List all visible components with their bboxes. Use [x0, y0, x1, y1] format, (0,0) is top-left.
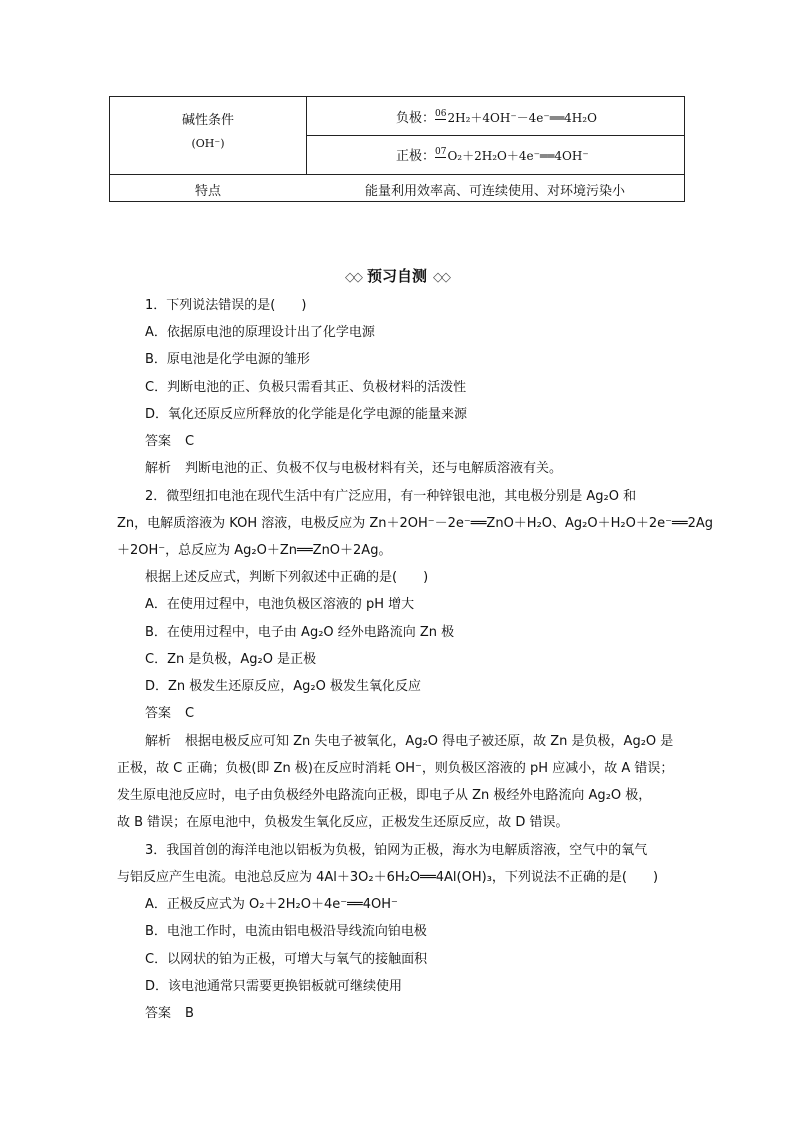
- q1-answer: [145, 434, 194, 450]
- q3-option-a: A．正极反应式为 O₂＋2H₂O＋4e⁻══4OH⁻: [145, 897, 398, 912]
- q2-analysis-line: 正极，故 C 正确；负极(即 Zn 极)在反应时消耗 OH⁻，则负极区溶液的 pH 应减小，故 A 错误；: [117, 761, 674, 776]
- q2-stem-line: Zn，电解质溶液为 KOH 溶液，电极反应为 Zn＋2OH⁻－2e⁻══ZnO＋H₂O、Ag₂O＋H₂O＋2e⁻══2Ag: [117, 516, 714, 531]
- q2-analysis-line: 发生原电池反应时，电子由负极经外电路流向正极，即电子从 Zn 极经外电路流向 Ag₂O 极，: [117, 788, 652, 803]
- q3-option-b: B．电池工作时，电流由铝电极沿导线流向铂电极: [145, 924, 427, 939]
- electrode-table: [109, 96, 685, 202]
- q2-option-c: C．Zn 是负极，Ag₂O 是正极: [145, 652, 317, 667]
- answer-value: C: [185, 434, 195, 449]
- q1-option-b: B．原电池是化学电源的雏形: [145, 352, 310, 367]
- q3-answer: [145, 1006, 194, 1022]
- section-heading: [0, 265, 794, 286]
- q2-analysis-line: 故 B 错误；在原电池中，负极发生氧化反应，正极发生还原反应，故 D 错误。: [117, 815, 569, 830]
- q2-option-a: A．在使用过程中，电池负极区溶液的 pH 增大: [145, 597, 415, 612]
- q3-option-c: C．以网状的铂为正极，可增大与氧气的接触面积: [145, 952, 428, 967]
- q2-stem-line: 2．微型纽扣电池在现代生活中有广泛应用，有一种锌银电池，其电极分别是 Ag₂O 和: [145, 489, 637, 504]
- condition-label: 碱性条件: [181, 113, 234, 128]
- answer-key: 答案: [145, 1006, 172, 1021]
- analysis-key: 解析: [145, 734, 172, 749]
- negative-label: 负极：: [396, 111, 436, 126]
- q2-option-d: D．Zn 极发生还原反应，Ag₂O 极发生氧化反应: [145, 679, 422, 694]
- condition-ion: (OH⁻): [191, 137, 225, 150]
- answer-value: B: [185, 1006, 194, 1021]
- q2-analysis: [145, 734, 673, 750]
- q2-stem-line: ＋2OH⁻，总反应为 Ag₂O＋Zn══ZnO＋2Ag。: [117, 543, 392, 558]
- positive-electrode-row: [396, 145, 589, 164]
- section-title: 预习自测: [366, 267, 427, 285]
- answer-key: 答案: [145, 434, 172, 449]
- q2-prompt: 根据上述反应式，判断下列叙述中正确的是( ): [145, 570, 429, 585]
- feature-label: 特点: [194, 184, 221, 199]
- q3-option-d: D．该电池通常只需要更换铝板就可继续使用: [145, 979, 403, 994]
- analysis-key: 解析: [145, 461, 172, 476]
- blank-mark-07: 07: [435, 147, 447, 157]
- blank-mark-06: 06: [435, 109, 447, 119]
- q1-option-c: C．判断电池的正、负极只需看其正、负极材料的活泼性: [145, 380, 467, 395]
- negative-equation: 2H₂＋4OH⁻－4e⁻══4H₂O: [447, 111, 597, 125]
- positive-equation: O₂＋2H₂O＋4e⁻══4OH⁻: [447, 149, 589, 163]
- analysis-text: 判断电池的正、负极不仅与电极材料有关，还与电解质溶液有关。: [185, 461, 563, 476]
- answer-value: C: [185, 706, 195, 721]
- q1-option-d: D．氧化还原反应所释放的化学能是化学电源的能量来源: [145, 407, 468, 422]
- q2-option-b: B．在使用过程中，电子由 Ag₂O 经外电路流向 Zn 极: [145, 625, 455, 640]
- q1-option-a: A．依据原电池的原理设计出了化学电源: [145, 325, 375, 340]
- q3-stem-line: 与铝反应产生电流。电池总反应为 4Al＋3O₂＋6H₂O══4Al(OH)₃，下列说法不正确的是( ): [117, 870, 659, 885]
- table-divider: [110, 174, 684, 175]
- q2-answer: [145, 706, 194, 722]
- q3-stem-line: 3．我国首创的海洋电池以铝板为负极，铂网为正极，海水为电解质溶液，空气中的氧气: [145, 843, 648, 858]
- negative-electrode-row: [396, 107, 597, 126]
- answer-key: 答案: [145, 706, 172, 721]
- decoration-icon: ◇◇: [344, 270, 361, 285]
- decoration-icon: ◇◇: [433, 270, 449, 285]
- table-divider: [306, 135, 684, 136]
- positive-label: 正极：: [396, 149, 436, 164]
- q1-analysis: [145, 461, 562, 477]
- feature-value: 能量利用效率高、可连续使用、对环境污染小: [364, 184, 625, 199]
- q1-stem: 1．下列说法错误的是( ): [145, 298, 307, 313]
- analysis-text: 根据电极反应可知 Zn 失电子被氧化，Ag₂O 得电子被还原，故 Zn 是负极，Ag₂O 是: [185, 734, 674, 749]
